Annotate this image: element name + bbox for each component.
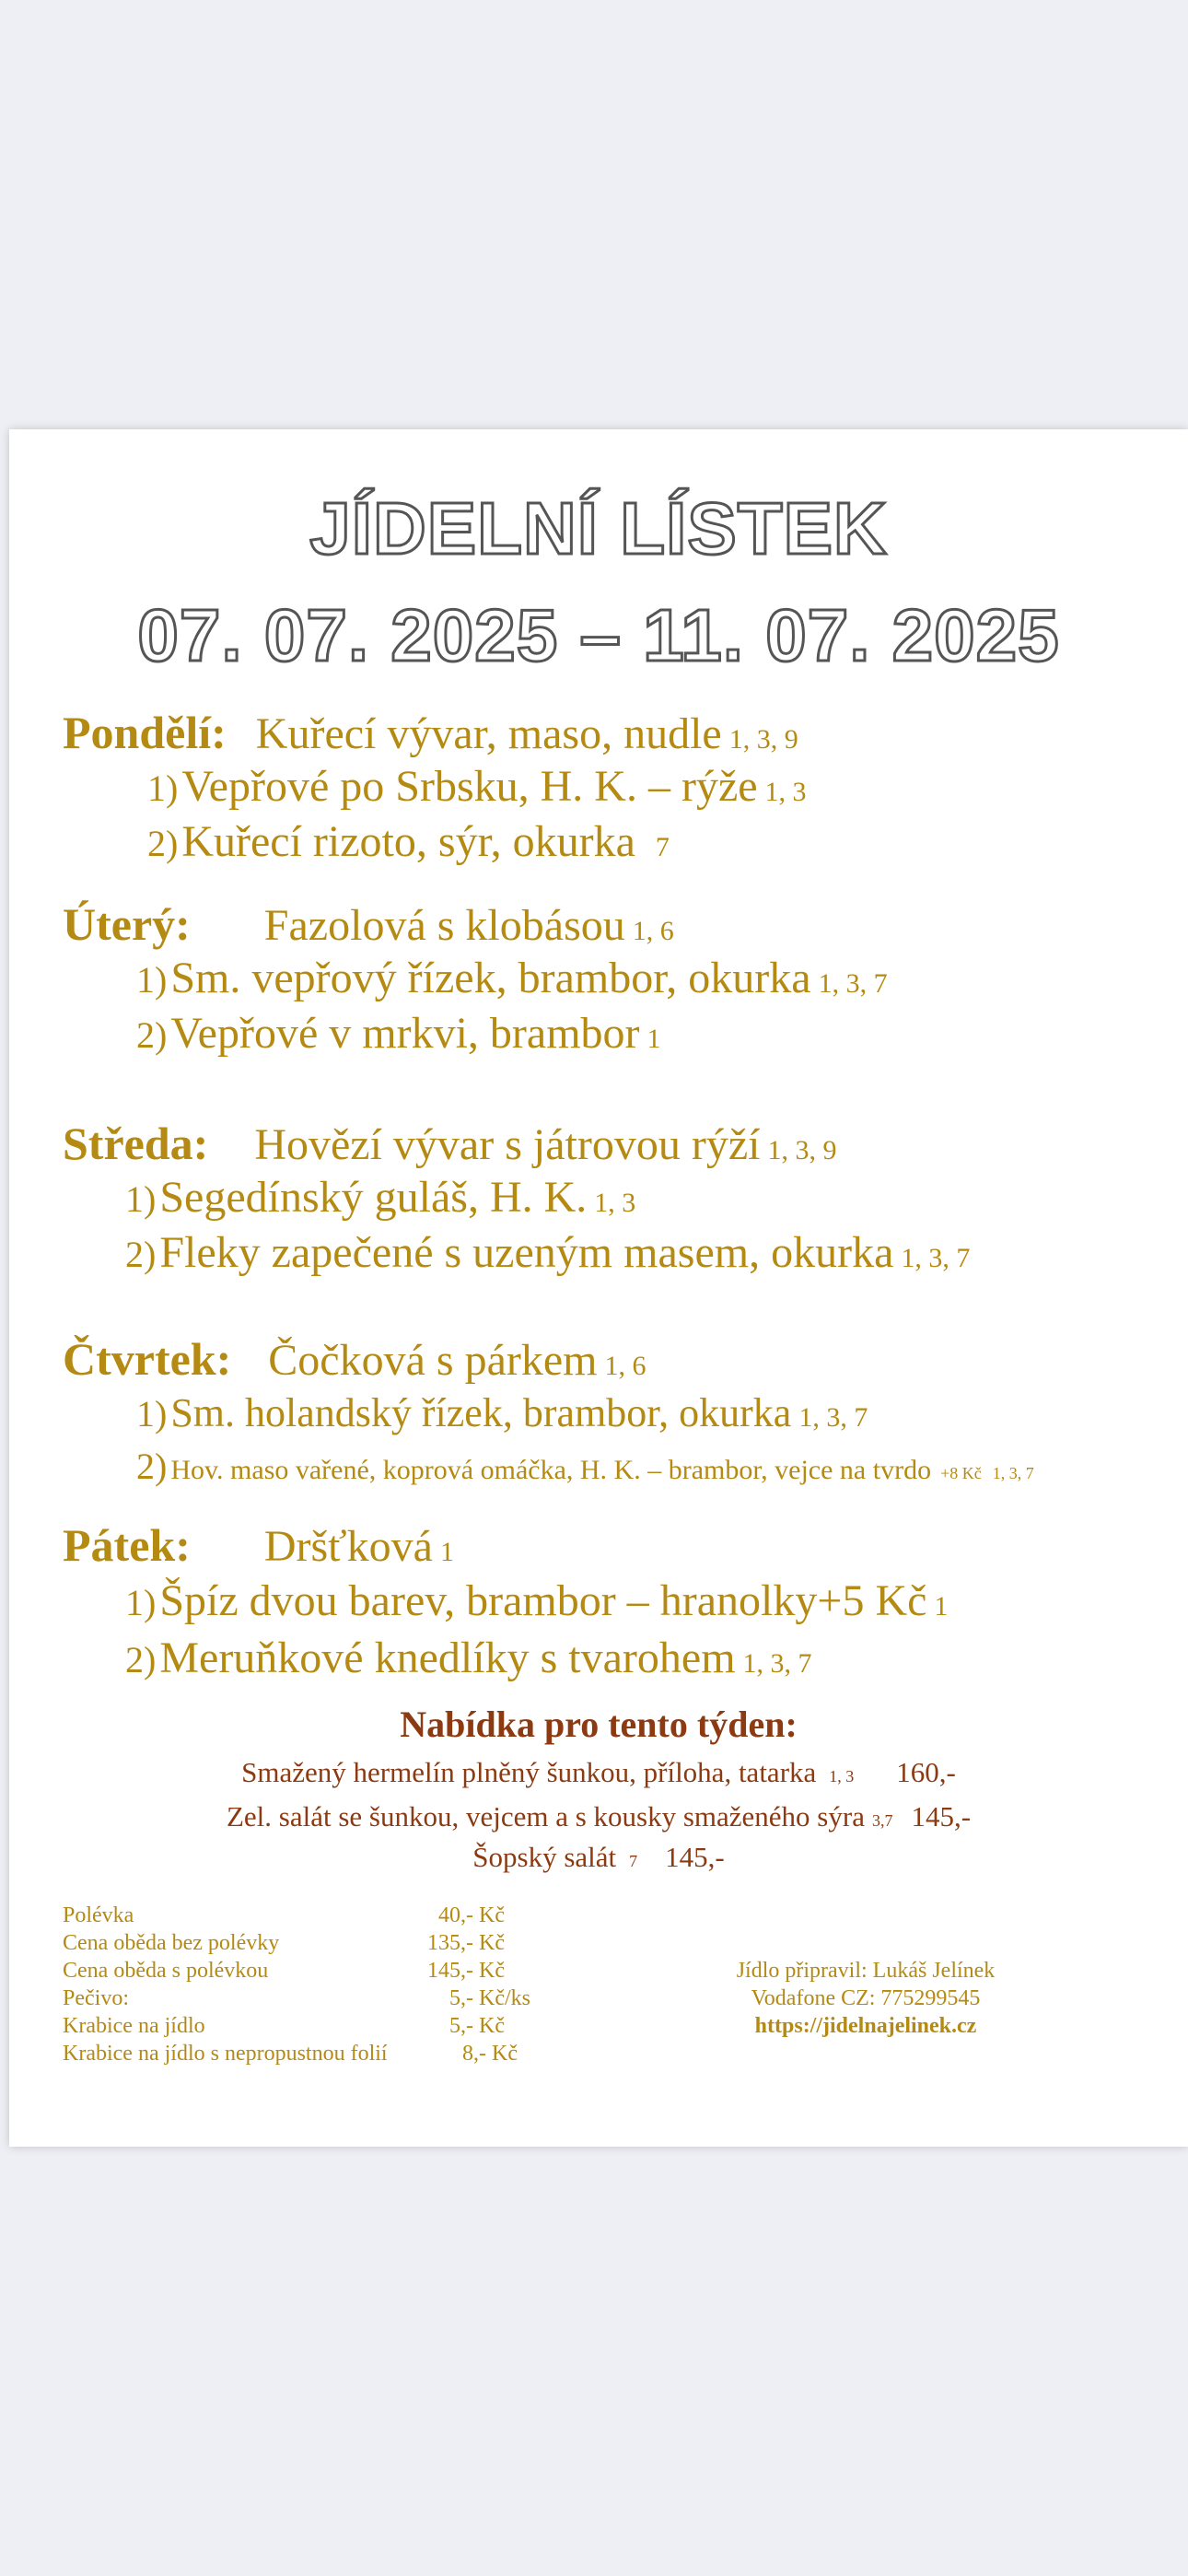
weekly-offer-item <box>9 1756 1188 1789</box>
soup: Kuřecí vývar, maso, nudle <box>255 709 722 758</box>
menu-date-range: 07. 07. 2025 – 11. 07. 2025 <box>137 594 1060 676</box>
menu-card <box>9 429 1188 2147</box>
soup-allergens: 1 <box>439 1537 454 1567</box>
day-name: Pondělí: <box>63 707 227 758</box>
meal-text: Fleky zapečené s uzeným masem, okurka <box>159 1228 894 1277</box>
soup: Fazolová s klobásou <box>263 901 625 950</box>
soup: Dršťková <box>263 1522 433 1571</box>
offer-price: 160,- <box>896 1756 956 1788</box>
meal-allergens: 1, 3, 7 <box>818 968 888 999</box>
meal-item <box>136 953 888 1003</box>
price-label: Cena oběda bez polévky <box>63 1931 280 1955</box>
meal-number: 1) <box>125 1582 157 1623</box>
meal-text: Vepřové v mrkvi, brambor <box>170 1009 640 1058</box>
meal-text: Hov. maso vařené, koprová omáčka, H. K. – brambor, vejce na tvrdo <box>170 1455 932 1485</box>
offer-price: 145,- <box>911 1800 972 1832</box>
price-value: 40,- Kč <box>438 1903 505 1927</box>
day-name: Čtvrtek: <box>63 1333 232 1385</box>
prepared-by: Jídlo připravil: Lukáš Jelínek <box>736 1959 996 1983</box>
price-value: 5,- Kč/ks <box>449 1986 530 2010</box>
meal-item <box>125 1227 970 1278</box>
offer-allergens: 1, 3 <box>829 1767 855 1786</box>
meal-item <box>136 1008 661 1059</box>
meal-text: Vepřové po Srbsku, H. K. – rýže <box>181 762 758 811</box>
meal-text: Sm. holandský řízek, brambor, okurka <box>170 1390 792 1435</box>
meal-number: 2) <box>136 1014 168 1056</box>
day-wednesday <box>63 1117 836 1170</box>
meal-surcharge: +8 Kč <box>940 1464 982 1482</box>
meal-allergens: 1, 3, 7 <box>901 1243 971 1273</box>
price-value: 5,- Kč <box>449 2014 505 2038</box>
meal-text: Segedínský guláš, H. K. <box>159 1173 588 1222</box>
meal-item <box>125 1172 635 1223</box>
soup: Čočková s párkem <box>268 1336 598 1385</box>
price-label: Pečivo: <box>63 1986 129 2010</box>
offer-allergens: 3,7 <box>871 1811 893 1830</box>
meal-number: 1) <box>136 959 168 1001</box>
meal-allergens: 1, 3, 7 <box>798 1402 868 1433</box>
soup-allergens: 1, 6 <box>632 916 674 946</box>
meal-number: 1) <box>125 1178 157 1220</box>
day-name: Středa: <box>63 1118 209 1169</box>
offer-price: 145,- <box>665 1841 725 1873</box>
phone: Vodafone CZ: 775299545 <box>751 1986 981 2010</box>
offer-text: Zel. salát se šunkou, vejcem a s kousky smaženého sýra <box>226 1800 865 1832</box>
meal-text: Meruňkové knedlíky s tvarohem <box>159 1633 736 1682</box>
offer-text: Šopský salát <box>472 1841 617 1873</box>
price-row <box>63 2014 505 2042</box>
meal-text: Kuřecí rizoto, sýr, okurka <box>181 817 635 866</box>
meal-item <box>147 816 670 867</box>
meal-allergens: 1, 3 <box>764 777 807 807</box>
meal-number: 2) <box>136 1446 168 1487</box>
website-link[interactable]: https://jidelnajelinek.cz <box>754 2014 977 2038</box>
meal-number: 1) <box>147 767 179 809</box>
meal-number: 2) <box>125 1639 157 1680</box>
meal-text: Sm. vepřový řízek, brambor, okurka <box>170 954 811 1002</box>
day-monday <box>63 706 798 759</box>
offer-text: Smažený hermelín plněný šunkou, příloha, tatarka <box>241 1756 817 1788</box>
meal-allergens: 1, 3, 7 <box>992 1464 1034 1482</box>
day-friday <box>63 1518 454 1572</box>
meal-number: 1) <box>136 1393 168 1434</box>
price-row <box>63 1959 505 1986</box>
meal-allergens: 7 <box>655 832 670 862</box>
meal-allergens: 1, 3 <box>594 1188 636 1218</box>
meal-item <box>136 1445 1034 1488</box>
meal-item <box>136 1389 868 1436</box>
price-row <box>63 1986 530 2014</box>
meal-item <box>147 761 807 812</box>
weekly-offer-title: Nabídka pro tento týden: <box>400 1704 798 1745</box>
soup-allergens: 1, 6 <box>604 1351 646 1381</box>
soup-allergens: 1, 3, 9 <box>767 1135 837 1165</box>
price-value: 135,- Kč <box>427 1931 505 1955</box>
meal-item <box>125 1575 948 1626</box>
day-name: Úterý: <box>63 898 191 950</box>
meal-number: 2) <box>125 1234 157 1275</box>
meal-allergens: 1 <box>646 1024 661 1054</box>
price-label: Polévka <box>63 1903 134 1927</box>
contact-block <box>654 1959 1077 2042</box>
price-row <box>63 1931 505 1959</box>
offer-allergens: 7 <box>629 1852 638 1870</box>
meal-allergens: 1 <box>934 1591 949 1622</box>
meal-text: Špíz dvou barev, brambor – hranolky+5 Kč <box>159 1576 927 1625</box>
weekly-offer-item <box>9 1800 1188 1833</box>
soup-allergens: 1, 3, 9 <box>728 724 798 755</box>
price-value: 8,- Kč <box>462 2042 518 2066</box>
meal-item <box>125 1633 812 1683</box>
price-value: 145,- Kč <box>427 1959 505 1983</box>
meal-allergens: 1, 3, 7 <box>742 1648 812 1679</box>
day-name: Pátek: <box>63 1519 191 1571</box>
price-list <box>63 1903 530 2069</box>
price-row <box>63 2042 518 2069</box>
menu-title: JÍDELNÍ LÍSTEK <box>309 487 888 569</box>
price-row <box>63 1903 505 1931</box>
day-tuesday <box>63 897 674 951</box>
price-label: Cena oběda s polévkou <box>63 1959 269 1983</box>
meal-number: 2) <box>147 823 179 864</box>
weekly-offer-item <box>9 1841 1188 1874</box>
price-label: Krabice na jídlo <box>63 2014 205 2038</box>
price-label: Krabice na jídlo s nepropustnou folií <box>63 2042 388 2066</box>
soup: Hovězí vývar s játrovou rýží <box>254 1120 761 1169</box>
day-thursday <box>63 1332 646 1386</box>
